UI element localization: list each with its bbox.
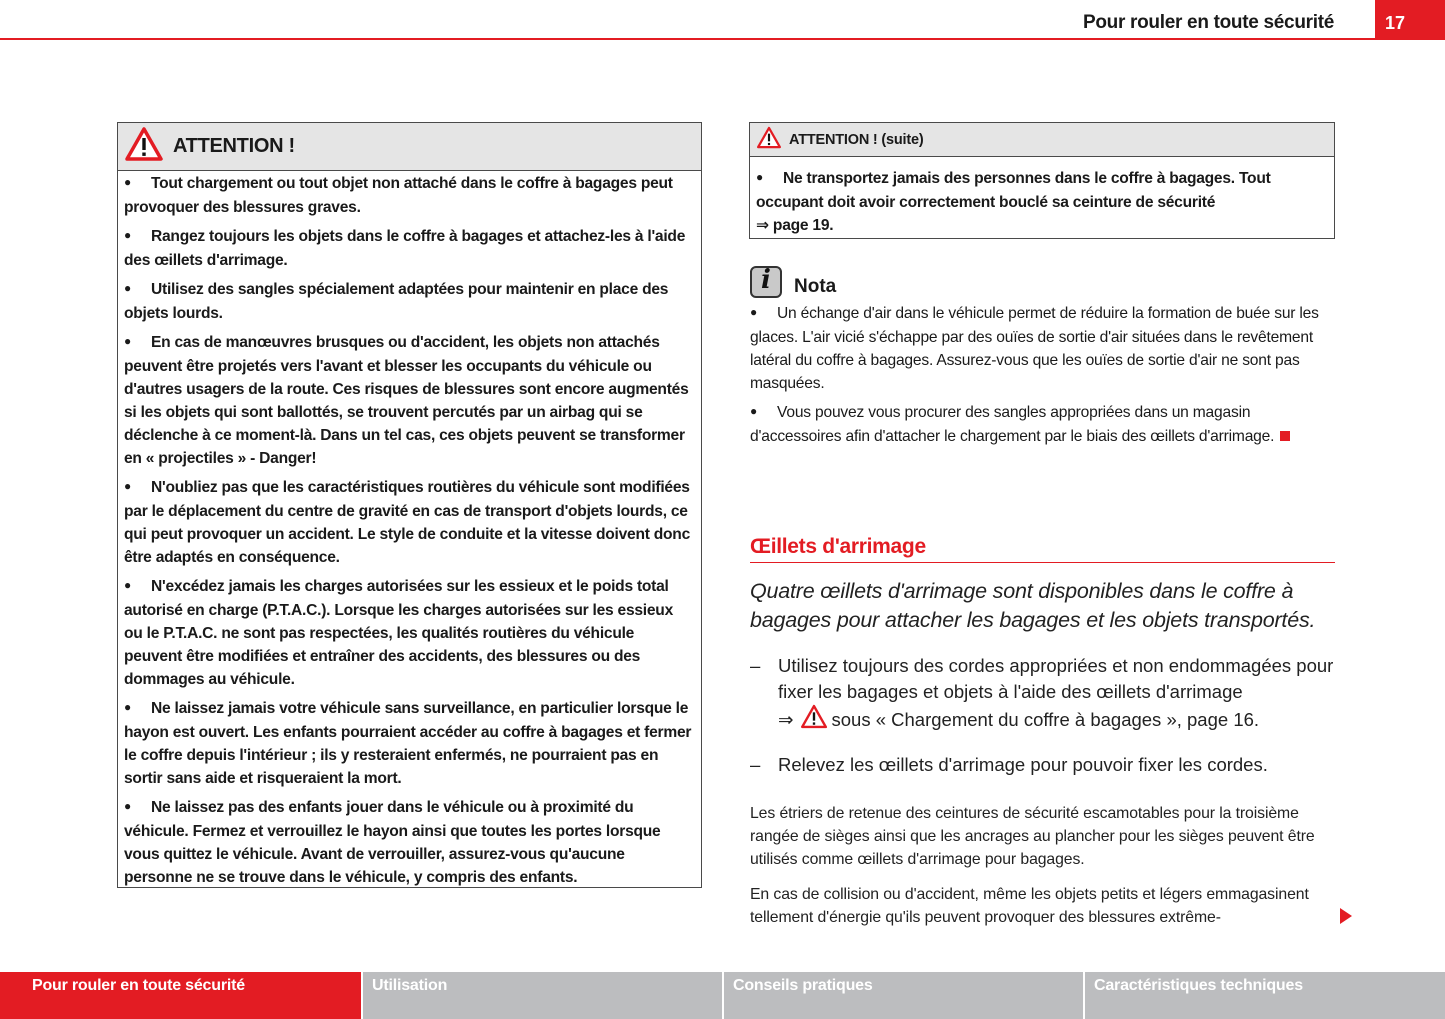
dash-marker: – xyxy=(750,655,761,676)
warning-header xyxy=(118,123,701,171)
page-reference-link[interactable]: sous « Chargement du coffre à bagages », page 16. xyxy=(831,709,1260,730)
warning-box xyxy=(117,122,702,888)
warning-item: ●Utilisez des sangles spécialement adaptées pour maintenir en place des objets lourds. xyxy=(124,278,695,325)
warning-triangle-icon xyxy=(124,126,164,167)
body-paragraph: Les étriers de retenue des ceintures de sécurité escamotables pour la troisième rangée de sièges ainsi que les ancrages au plancher pour les sièges peuvent être utilisés comme œillets d'arrimage pour bagages. xyxy=(750,805,1315,868)
bullet-icon xyxy=(756,167,783,191)
warning-triangle-icon xyxy=(800,704,828,736)
warning-item: ●Ne transportez jamais des personnes dans le coffre à bagages. Tout occupant doit avoir correctement bouclé sa ceinture de sécurité ⇒ page 19. xyxy=(756,167,1328,237)
bullet-icon xyxy=(124,697,151,721)
warning-item: ●Rangez toujours les objets dans le coffre à bagages et attachez-les à l'aide des œillets d'arrimage. xyxy=(124,225,695,272)
bullet-icon xyxy=(124,796,151,820)
bullet-icon xyxy=(124,575,151,599)
instruction-step: – Utilisez toujours des cordes appropriées et non endommagées pour fixer les bagages et objets à l'aide des œillets d'arrimage ⇒ sous « Chargement du coffre à bagages », page 16. xyxy=(750,653,1340,736)
note-title: Nota xyxy=(794,276,837,297)
warning-header xyxy=(750,123,1334,157)
warning-box-continued xyxy=(749,122,1335,239)
warning-item: ●Ne laissez pas des enfants jouer dans le véhicule ou à proximité du véhicule. Fermez et verrouillez le hayon ainsi que toutes les portes lorsque vous quittez le véhicule. Avant de verrouiller, assurez-vous qu'aucune personne ne se trouve dans le véhicule, y compris des enfants. xyxy=(124,796,695,889)
warning-item: ●Tout chargement ou tout objet non attaché dans le coffre à bagages peut provoquer des blessures graves. xyxy=(124,172,695,219)
footer-tab-securite[interactable]: Pour rouler en toute sécurité xyxy=(0,972,361,1019)
section-heading: Œillets d'arrimage xyxy=(750,535,1335,563)
arrow-right-icon: ⇒ xyxy=(778,709,794,730)
bullet-icon xyxy=(124,172,151,196)
warning-item: ●N'oubliez pas que les caractéristiques routières du véhicule sont modifiées par le déplacement du centre de gravité en cas de transport d'objets lourds, ce qui peut provoquer un accident. Le style de conduite et la vitesse doivent donc être adaptés en conséquence. xyxy=(124,476,695,569)
bullet-icon xyxy=(124,278,151,302)
bullet-icon xyxy=(124,331,151,355)
bullet-icon xyxy=(124,476,151,500)
note-list xyxy=(750,302,1335,448)
body-paragraph: En cas de collision ou d'accident, même les objets petits et légers emmagasinent tellement d'énergie qu'ils peuvent provoquer des blessures extrême- xyxy=(750,886,1309,926)
continue-arrow-icon xyxy=(1340,908,1352,924)
instruction-step: – Relevez les œillets d'arrimage pour pouvoir fixer les cordes. xyxy=(750,752,1340,778)
warning-item: ●En cas de manœuvres brusques ou d'accident, les objets non attachés peuvent être projetés vers l'avant et blesser les occupants du véhicule ou d'autres usagers de la route. Ces risques de blessures sont encore augmentés si les objets qui sont ballottés, se trouvent percutés par un airbag qui se déclenche à ce moment-là. Dans un tel cas, ces objets peuvent se transformer en « projectiles » - Danger! xyxy=(124,331,695,470)
section-intro: Quatre œillets d'arrimage sont disponibles dans le coffre à bagages pour attacher les bagages et les objets transportés. xyxy=(750,579,1316,632)
warning-item: ●Ne laissez jamais votre véhicule sans surveillance, en particulier lorsque le hayon est ouvert. Les enfants pourraient accéder au coffre à bagages et fermer le coffre depuis l'intérieur ; ils y resteraient enfermés, ne pourraient pas en sortir sans aide et risqueraient la mort. xyxy=(124,697,695,790)
warning-list xyxy=(750,157,1334,237)
warning-triangle-icon xyxy=(756,126,782,154)
warning-list xyxy=(118,171,701,889)
bullet-icon xyxy=(124,225,151,249)
instruction-steps xyxy=(750,653,1340,793)
page-reference-link[interactable]: page 19. xyxy=(772,217,834,234)
end-of-section-square-icon xyxy=(1280,431,1290,441)
info-icon xyxy=(750,266,782,298)
page-number: 17 xyxy=(1385,13,1406,33)
page-number-badge xyxy=(1375,0,1445,40)
warning-title: ATTENTION ! xyxy=(173,135,295,157)
arrow-right-icon: ⇒ xyxy=(756,217,769,234)
footer-tab-conseils-pratiques[interactable]: Conseils pratiques xyxy=(724,972,1083,1019)
dash-marker: – xyxy=(750,753,761,775)
note-header xyxy=(750,262,1335,298)
footer-tab-caracteristiques-techniques[interactable]: Caractéristiques techniques xyxy=(1085,972,1445,1019)
header-rule xyxy=(0,38,1375,40)
warning-title: ATTENTION ! (suite) xyxy=(789,131,924,148)
footer-tab-utilisation[interactable]: Utilisation xyxy=(363,972,722,1019)
page-header-title: Pour rouler en toute sécurité xyxy=(1082,12,1334,33)
note-item: ●Vous pouvez vous procurer des sangles appropriées dans un magasin d'accessoires afin d'attacher le chargement par le biais des œillets d'arrimage. xyxy=(750,401,1335,448)
note-item: ●Un échange d'air dans le véhicule permet de réduire la formation de buée sur les glaces. L'air vicié s'échappe par des ouïes de sortie d'air situées dans le revêtement latéral du coffre à bagages. Assurez-vous que les ouïes de sortie d'air ne sont pas masquées. xyxy=(750,302,1335,395)
warning-item: ●N'excédez jamais les charges autorisées sur les essieux et le poids total autorisé en charge (P.T.A.C.). Lorsque les charges autorisées sur les essieux ou le P.T.A.C. ne sont pas respectées, les qualités routières du véhicule peuvent être modifiées et entraîner des accidents, des blessures ou des dommages au véhicule. xyxy=(124,575,695,691)
bullet-icon xyxy=(750,401,777,425)
note-block xyxy=(750,262,1335,454)
bullet-icon xyxy=(750,302,777,326)
